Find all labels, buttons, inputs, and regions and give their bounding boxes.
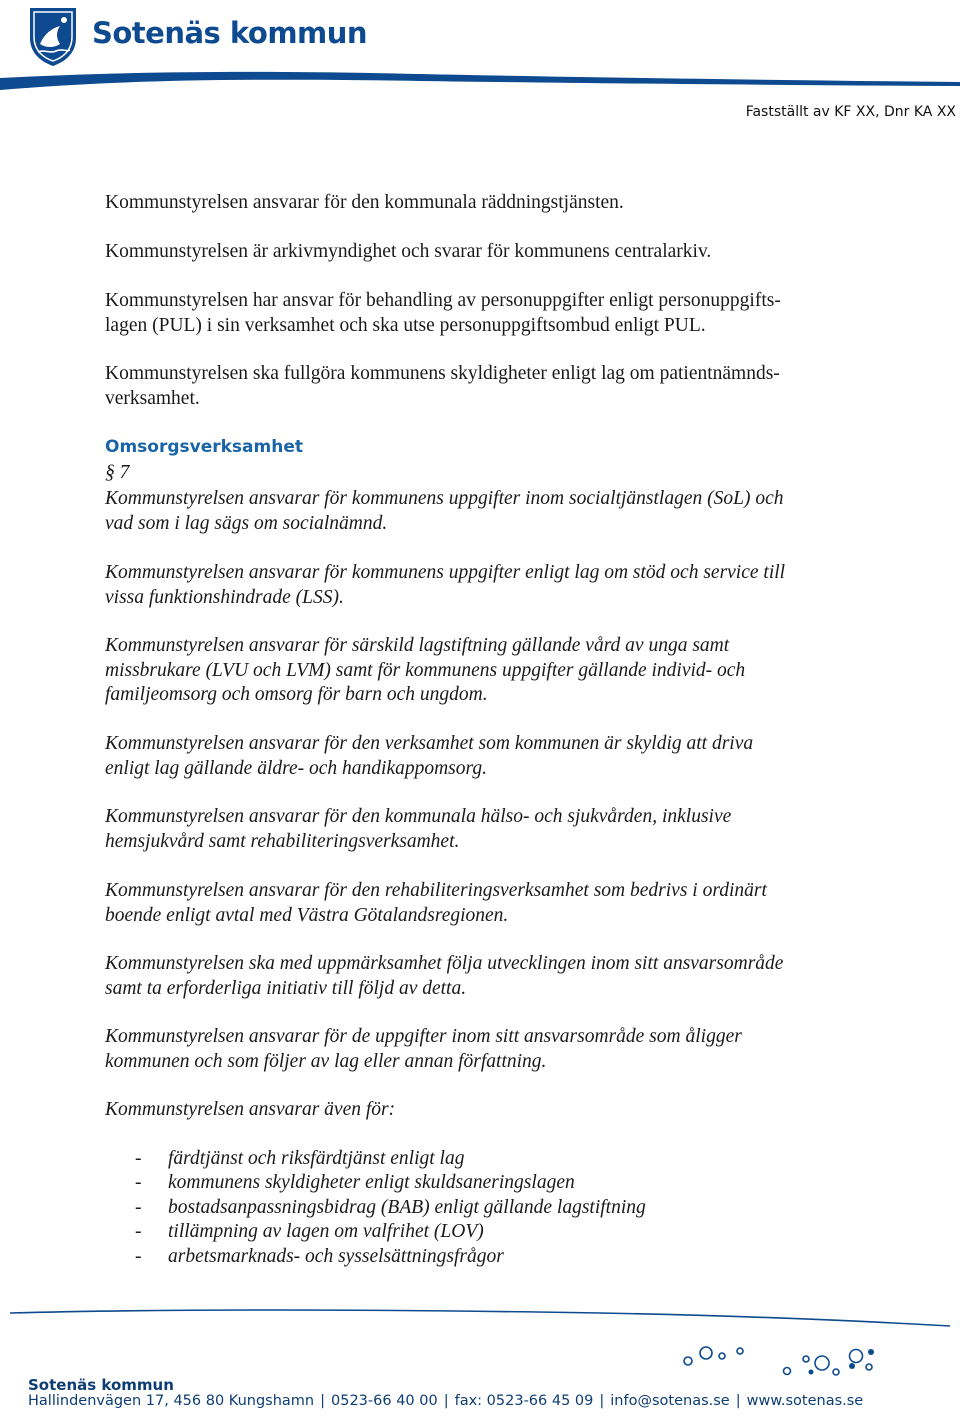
list-item xyxy=(135,1196,646,1220)
list-item xyxy=(135,1245,646,1269)
text-line: Kommunstyrelsen är arkivmyndighet och svarar för kommunens centralarkiv. xyxy=(105,241,712,262)
paragraph-rehabilitation xyxy=(105,879,865,928)
footer-separator: | xyxy=(735,1393,741,1409)
paragraph-patient-board xyxy=(105,362,865,411)
text-line: lagen (PUL) i sin verksamhet och ska utse personuppgiftsombud enligt PUL. xyxy=(105,314,706,336)
footer-email: info@sotenas.se xyxy=(610,1393,730,1409)
text-line: vad som i lag sägs om socialnämnd. xyxy=(105,512,388,534)
page-header xyxy=(0,0,960,120)
list-item xyxy=(135,1171,646,1195)
text-line: Kommunstyrelsen ansvarar för den verksamhet som kommunen är skyldig att driva xyxy=(105,733,754,754)
footer-fax: fax: 0523-66 45 09 xyxy=(454,1393,594,1409)
footer-separator: | xyxy=(599,1393,605,1409)
text-line: Kommunstyrelsen har ansvar för behandling av personuppgifter enligt personuppgifts- xyxy=(105,290,781,311)
text-line: missbrukare (LVU och LVM) samt för kommunens uppgifter gällande individ- och xyxy=(105,659,746,681)
municipal-crest-icon xyxy=(26,4,80,68)
text-line: Kommunstyrelsen ska fullgöra kommunens skyldigheter enligt lag om patientnämnds- xyxy=(105,363,780,384)
text-line: verksamhet. xyxy=(105,387,200,409)
paragraph-sol xyxy=(105,487,865,536)
text-line: Kommunstyrelsen ansvarar för den kommunala räddningstjänsten. xyxy=(105,192,624,213)
decision-reference: Fastställt av KF XX, Dnr KA XX xyxy=(745,104,956,120)
paragraph-health-care xyxy=(105,805,865,854)
list-marker: - xyxy=(135,1221,142,1243)
text-line: vissa funktionshindrade (LSS). xyxy=(105,586,344,608)
list-marker: - xyxy=(135,1196,142,1218)
paragraph-lvu-lvm xyxy=(105,634,865,708)
paragraph-duties xyxy=(105,1025,865,1074)
text-line: Kommunstyrelsen ansvarar för särskild lagstiftning gällande vård av unga samt xyxy=(105,635,730,656)
text-line: Kommunstyrelsen ansvarar för den rehabiliteringsverksamhet som bedrivs i ordinärt xyxy=(105,880,767,901)
decorative-bubbles-icon xyxy=(0,1300,960,1380)
paragraph-elderly-care xyxy=(105,732,865,781)
paragraph-rescue-service xyxy=(105,191,865,216)
paragraph-archive xyxy=(105,240,865,265)
text-line: kommunen och som följer av lag eller annan författning. xyxy=(105,1050,547,1072)
list-item-text: bostadsanpassningsbidrag (BAB) enligt gällande lagstiftning xyxy=(168,1196,646,1218)
paragraph-also-responsible xyxy=(105,1098,865,1123)
list-marker: - xyxy=(135,1172,142,1194)
text-line: Kommunstyrelsen ansvarar för de uppgifter inom sitt ansvarsområde som åligger xyxy=(105,1026,742,1047)
decorative-wave-icon xyxy=(0,68,960,96)
text-line: Kommunstyrelsen ansvarar för den kommunala hälso- och sjukvården, inklusive xyxy=(105,806,732,827)
list-item-text: färdtjänst och riksfärdtjänst enligt lag xyxy=(168,1148,465,1169)
text-line: Kommunstyrelsen ansvarar även för: xyxy=(105,1099,396,1120)
text-line: Kommunstyrelsen ska med uppmärksamhet följa utvecklingen inom sitt ansvarsområde xyxy=(105,953,784,974)
footer-website: www.sotenas.se xyxy=(746,1393,864,1409)
footer-separator: | xyxy=(443,1393,449,1409)
list-marker: - xyxy=(135,1148,142,1169)
text-line: Kommunstyrelsen ansvarar för kommunens uppgifter enligt lag om stöd och service till xyxy=(105,562,786,583)
list-marker: - xyxy=(135,1245,142,1267)
footer-separator: | xyxy=(320,1393,325,1409)
footer-contact-line xyxy=(28,1393,863,1409)
responsibility-list xyxy=(135,1147,646,1269)
text-line: samt ta erforderliga initiativ till följd av detta. xyxy=(105,977,467,999)
text-line: familjeomsorg och omsorg för barn och ungdom. xyxy=(105,684,488,705)
list-item xyxy=(135,1147,646,1171)
footer-organization-name: Sotenäs kommun xyxy=(28,1376,174,1394)
list-item-text: arbetsmarknads- och sysselsättningsfrågor xyxy=(168,1245,504,1267)
paragraph-lss xyxy=(105,561,865,610)
text-line: Kommunstyrelsen ansvarar för kommunens uppgifter inom socialtjänstlagen (SoL) och xyxy=(105,488,784,509)
text-line: boende enligt avtal med Västra Götalandsregionen. xyxy=(105,904,509,926)
section-heading: Omsorgsverksamhet xyxy=(105,437,303,457)
text-line: enligt lag gällande äldre- och handikappomsorg. xyxy=(105,757,488,779)
list-item-text: kommunens skyldigheter enligt skuldsaneringslagen xyxy=(168,1172,575,1194)
list-item xyxy=(135,1220,646,1244)
paragraph-pul xyxy=(105,289,865,338)
section-number: § 7 xyxy=(105,462,130,483)
footer-phone: 0523-66 40 00 xyxy=(331,1393,438,1409)
footer-address: Hallindenvägen 17, 456 80 Kungshamn xyxy=(28,1393,315,1409)
paragraph-initiatives xyxy=(105,952,865,1001)
list-item-text: tillämpning av lagen om valfrihet (LOV) xyxy=(168,1221,484,1243)
text-line: hemsjukvård samt rehabiliteringsverksamhet. xyxy=(105,830,460,852)
brand-name: Sotenäs kommun xyxy=(92,16,368,50)
